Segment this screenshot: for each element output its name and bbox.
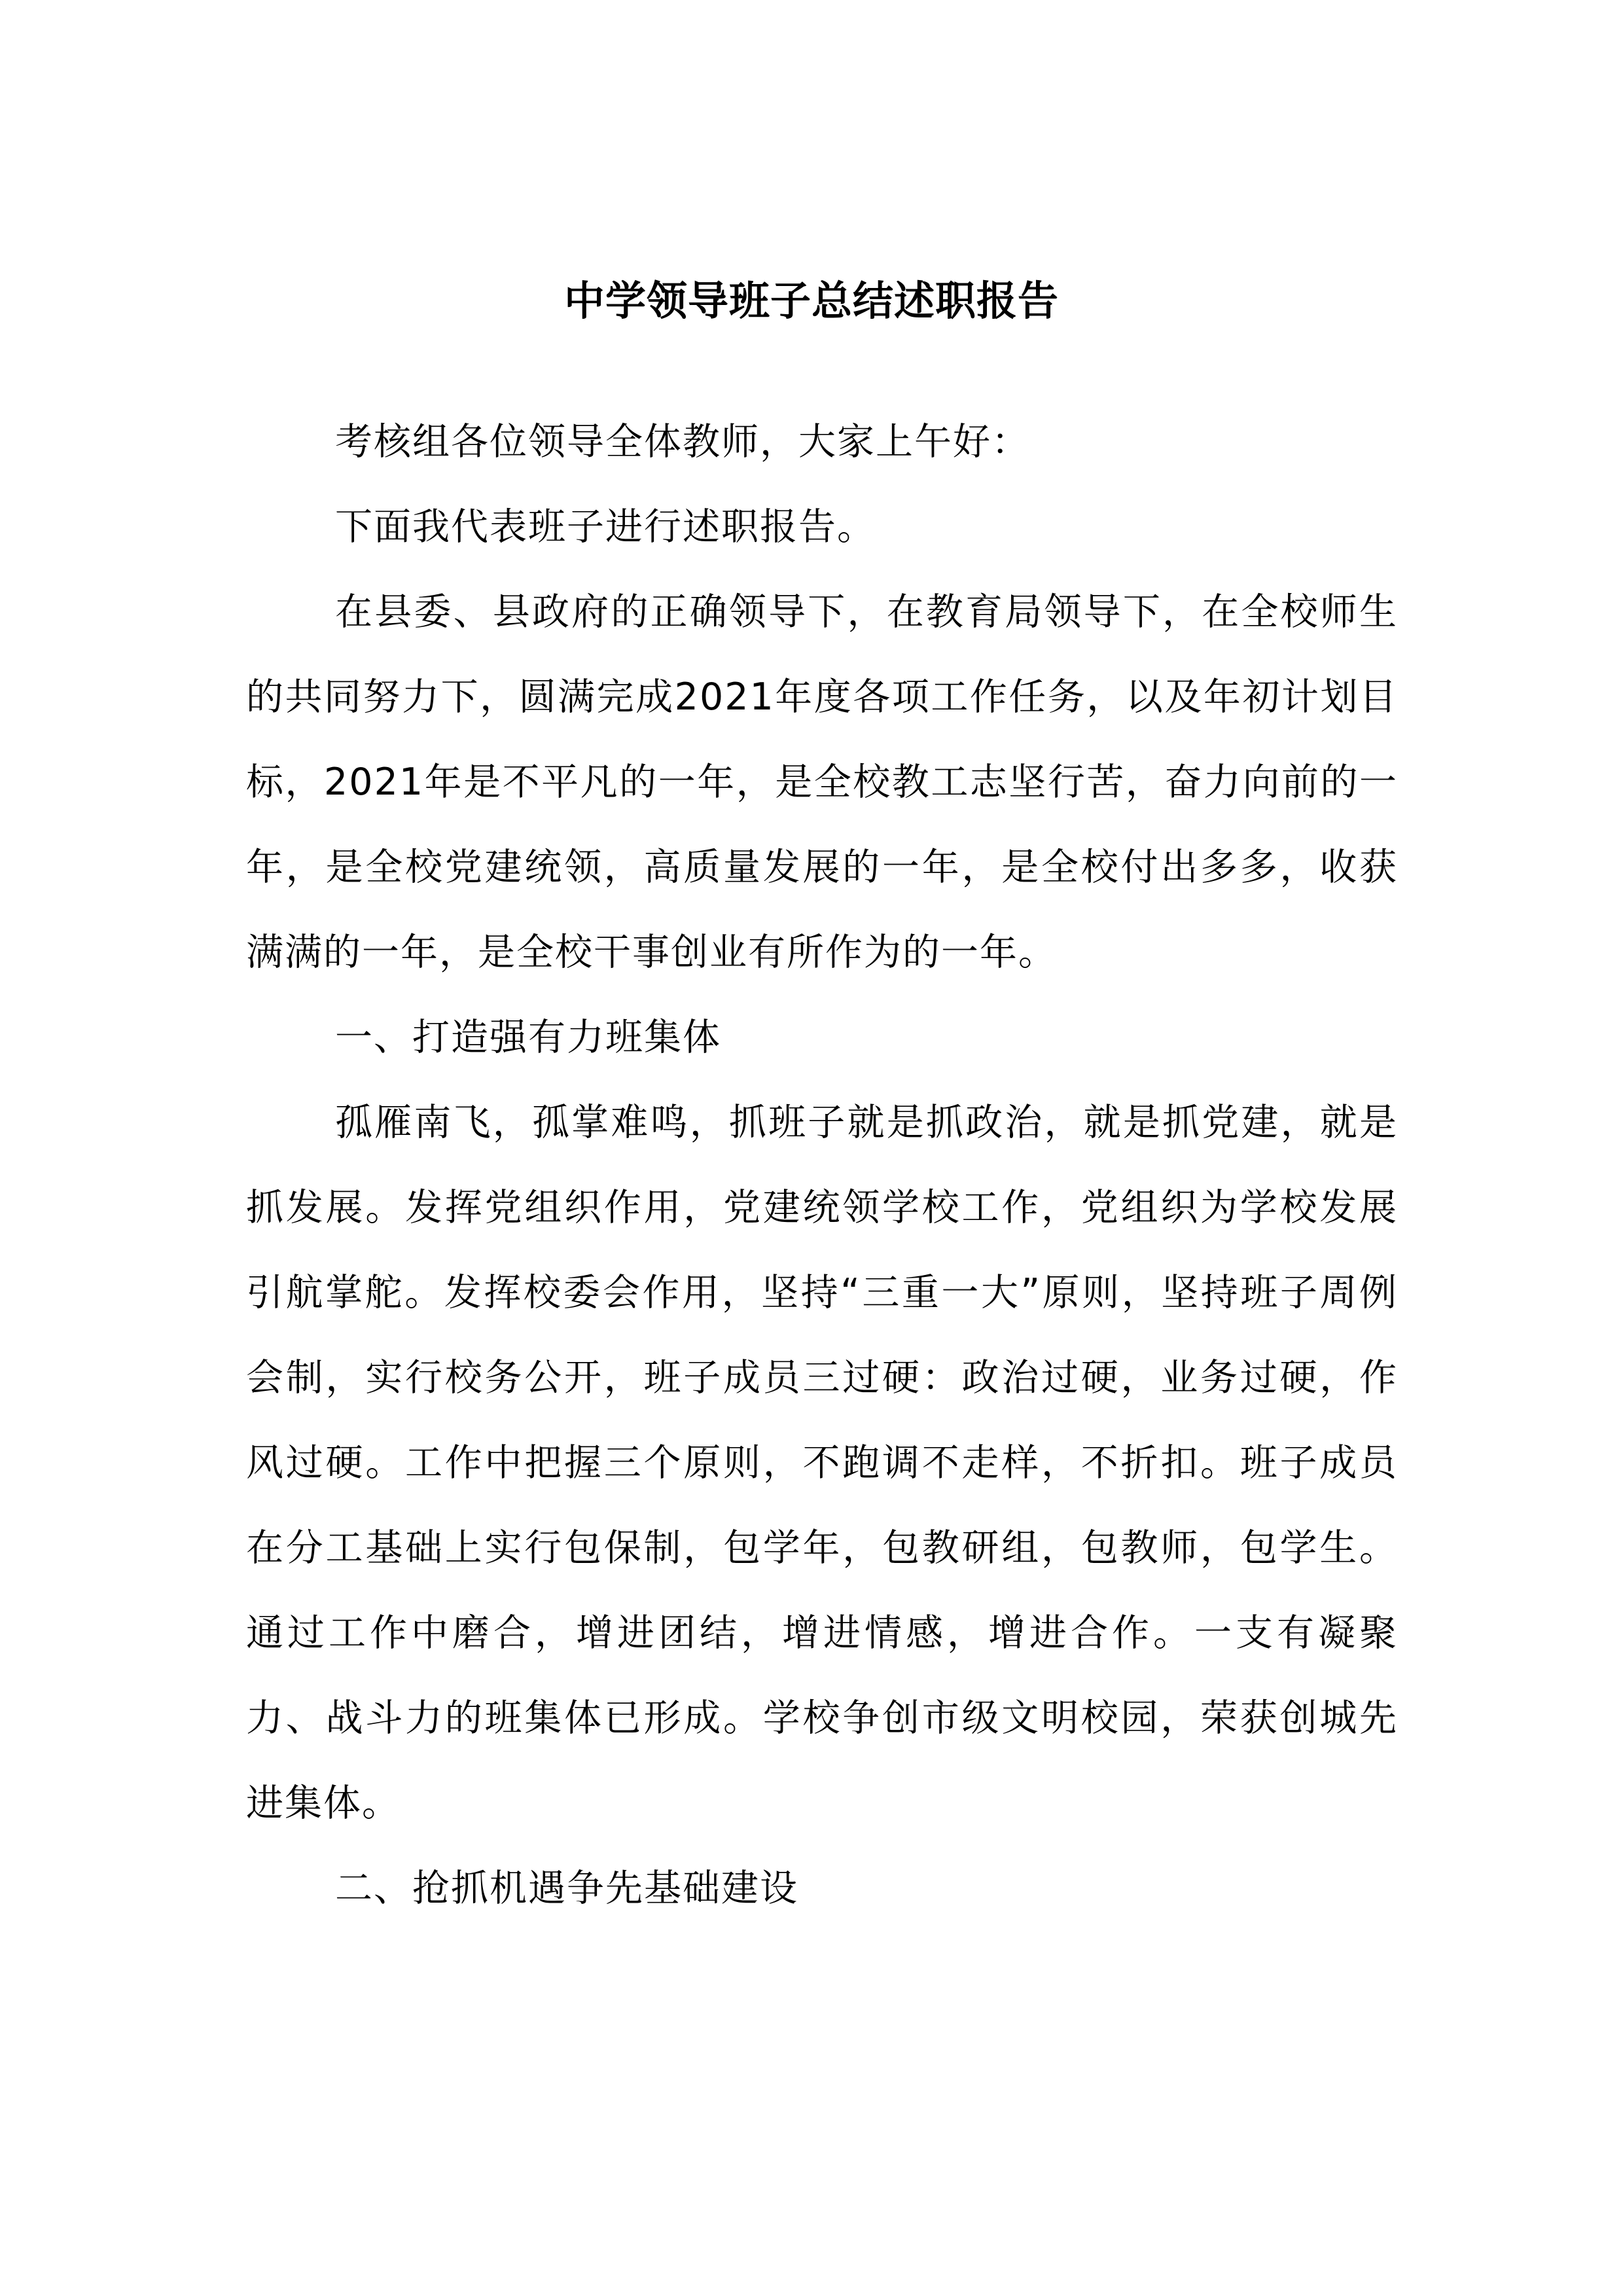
summary-paragraph: 在县委、县政府的正确领导下，在教育局领导下，在全校师生的共同努力下，圆满完成2021年度各项工作任务，以及年初计划目标，2021年是不平凡的一年，是全校教工志坚行苦，奋力向前的一年，是全校党建统领，高质量发展的一年，是全校付出多多，收获满满的一年，是全校干事创业有所作为的一年。 [246, 590, 1398, 974]
document-title: 中学领导班子总结述职报告 [563, 277, 1059, 325]
section-1-paragraph: 孤雁南飞，孤掌难鸣，抓班子就是抓政治，就是抓党建，就是抓发展。发挥党组织作用，党建统领学校工作，党组织为学校发展引航掌舵。发挥校委会作用，坚持“三重一大”原则，坚持班子周例会制，实行校务公开，班子成员三过硬：政治过硬，业务过硬，作风过硬。工作中把握三个原则，不跑调不走样，不折扣。班子成员在分工基础上实行包保制，包学年，包教研组，包教师，包学生。通过工作中磨合，增进团结，增进情感，增进合作。一支有凝聚力、战斗力的班集体已形成。学校争创市级文明校园，荣获创城先进集体。 [246, 1101, 1398, 1825]
section-heading-1: 一、打造强有力班集体 [335, 1016, 721, 1059]
section-heading-2: 二、抢抓机遇争先基础建设 [335, 1867, 798, 1910]
greeting-paragraph: 考核组各位领导全体教师，大家上午好： [335, 420, 1030, 463]
document-body [246, 399, 1398, 1931]
intro-paragraph: 下面我代表班子进行述职报告。 [335, 505, 876, 548]
